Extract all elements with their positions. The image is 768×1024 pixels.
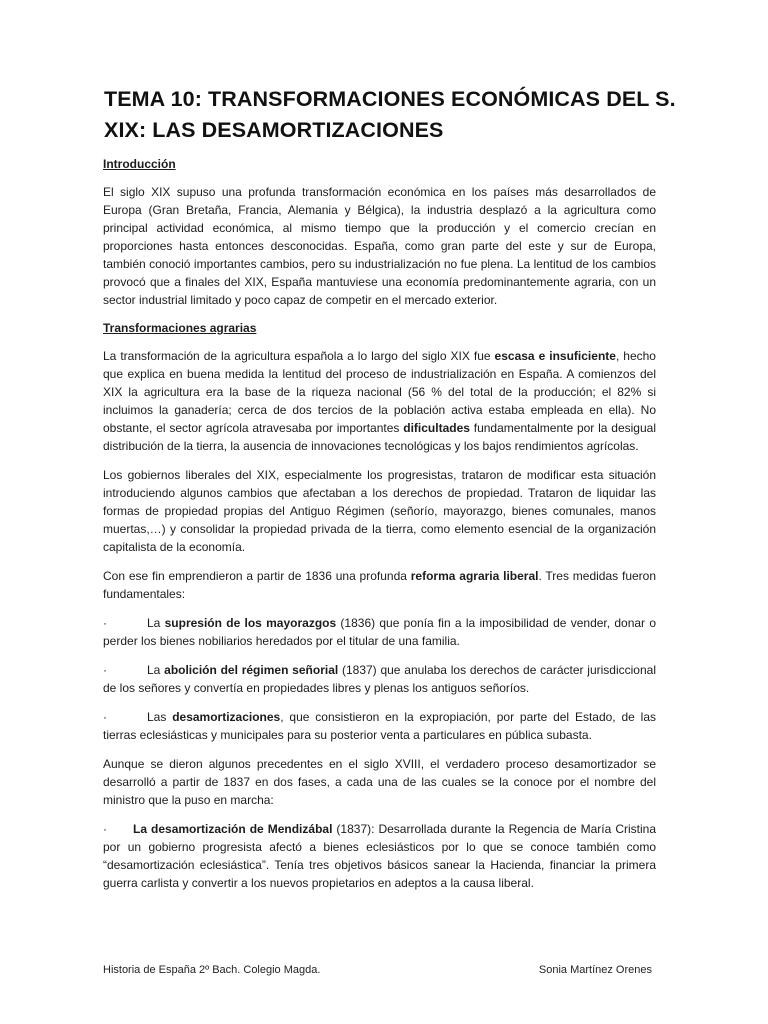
bold-run: dificultades <box>403 421 470 435</box>
bullet-item-mendizabal <box>103 820 656 892</box>
bullet-icon: · <box>103 822 107 836</box>
text-run: , que consistieron en la expropiación, por parte del Estado, de las tierras eclesiásticas y municipales para su posterior venta a particulares en pública subasta. <box>103 710 656 742</box>
bold-run: escasa e insuficiente <box>494 349 616 363</box>
text-run: La <box>147 663 165 677</box>
text-run: , hecho que explica en buena medida la lentitud del proceso de industrialización en España. A comienzos del XIX la agricultura era la base de la riqueza nacional (56 % del total de la producción; el 82% si incluimos la ganadería; cerca de dos tercios de la población activa estaba empleada en ella). No obstante, el sector agrícola atravesaba por importantes <box>103 349 656 435</box>
bold-run: supresión de los mayorazgos <box>164 616 337 630</box>
bullet-item-desamortizaciones <box>103 708 656 744</box>
bold-run: La desamortización de Mendizábal <box>133 822 333 836</box>
footer-right: Sonia Martínez Orenes <box>538 964 652 976</box>
bold-run: abolición del régimen señorial <box>164 663 339 677</box>
page-title: TEMA 10: TRANSFORMACIONES ECONÓMICAS DEL S. XIX: LAS DESAMORTIZACIONES <box>104 87 676 142</box>
text-run: (1837) que anulaba los derechos de carácter jurisdiccional de los señores y convertía en propiedades libres y plenas los antiguos señoríos. <box>103 663 656 695</box>
bold-run: reforma agraria liberal <box>410 569 539 583</box>
bullet-item-mayorazgos <box>103 614 656 650</box>
bullet-icon: · <box>103 663 107 677</box>
text-run: Las <box>147 710 173 724</box>
page-footer <box>103 964 652 976</box>
document-body <box>103 156 656 903</box>
agrarias-paragraph-1 <box>103 347 656 455</box>
bullet-icon: · <box>103 710 107 724</box>
text-run: fundamentalmente por la desigual distribución de la tierra, la ausencia de innovaciones tecnológicas y los bajos rendimientos agrícolas. <box>103 421 656 453</box>
bold-run: desamortizaciones <box>172 710 281 724</box>
text-run: (1837): Desarrollada durante la Regencia de María Cristina por un gobierno progresista afectó a bienes eclesiásticos por lo que se conoce también como “desamortización eclesiástica”. Tenía tres objetivos básicos sanear la Hacienda, financiar la primera guerra carlista y convertir a los nuevos propietarios en adeptos a la causa liberal. <box>103 822 656 890</box>
agrarias-paragraph-2: Los gobiernos liberales del XIX, especialmente los progresistas, trataron de modificar esta situación introduciendo algunos cambios que afectaban a los derechos de propiedad. Trataron de liquidar las formas de propiedad propias del Antiguo Régimen (señorío, mayorazgo, bienes comunales, manos muertas,…) y consolidar la propiedad privada de la tierra, como elemento esencial de la organización capitalista de la economía. <box>103 468 656 554</box>
text-run: La transformación de la agricultura española a lo largo del siglo XIX fue <box>103 349 495 363</box>
agrarias-heading: Transformaciones agrarias <box>103 321 257 335</box>
text-run: . Tres medidas fueron fundamentales: <box>103 569 657 601</box>
text-run: La <box>147 616 165 630</box>
text-run: (1836) que ponía fin a la imposibilidad de vender, donar o perder los bienes nobiliarios heredados por el titular de una familia. <box>103 616 657 648</box>
intro-heading: Introducción <box>103 157 176 171</box>
bullet-item-senorial <box>103 661 656 697</box>
footer-left: Historia de España 2º Bach. Colegio Magda. <box>103 964 321 976</box>
bullet-icon: · <box>103 616 107 630</box>
text-run: Con ese fin emprendieron a partir de 1836 una profunda <box>103 569 411 583</box>
agrarias-paragraph-3 <box>103 567 656 603</box>
intro-paragraph: El siglo XIX supuso una profunda transformación económica en los países más desarrollados de Europa (Gran Bretaña, Francia, Alemania y Bélgica), la industria desplazó a la agricultura como principal actividad económica, al mismo tiempo que la producción y el comercio crecían en proporciones hasta entonces desconocidas. España, como gran parte del este y sur de Europa, también conoció importantes cambios, pero su industrialización no fue plena. La lentitud de los cambios provocó que a finales del XIX, España mantuviese una economía predominantemente agraria, con un sector industrial limitado y poco capaz de competir en el mercado exterior. <box>103 185 656 307</box>
agrarias-paragraph-4: Aunque se dieron algunos precedentes en el siglo XVIII, el verdadero proceso desamortizador se desarrolló a partir de 1837 en dos fases, a cada una de las cuales se la conoce por el nombre del ministro que la puso en marcha: <box>103 757 656 807</box>
